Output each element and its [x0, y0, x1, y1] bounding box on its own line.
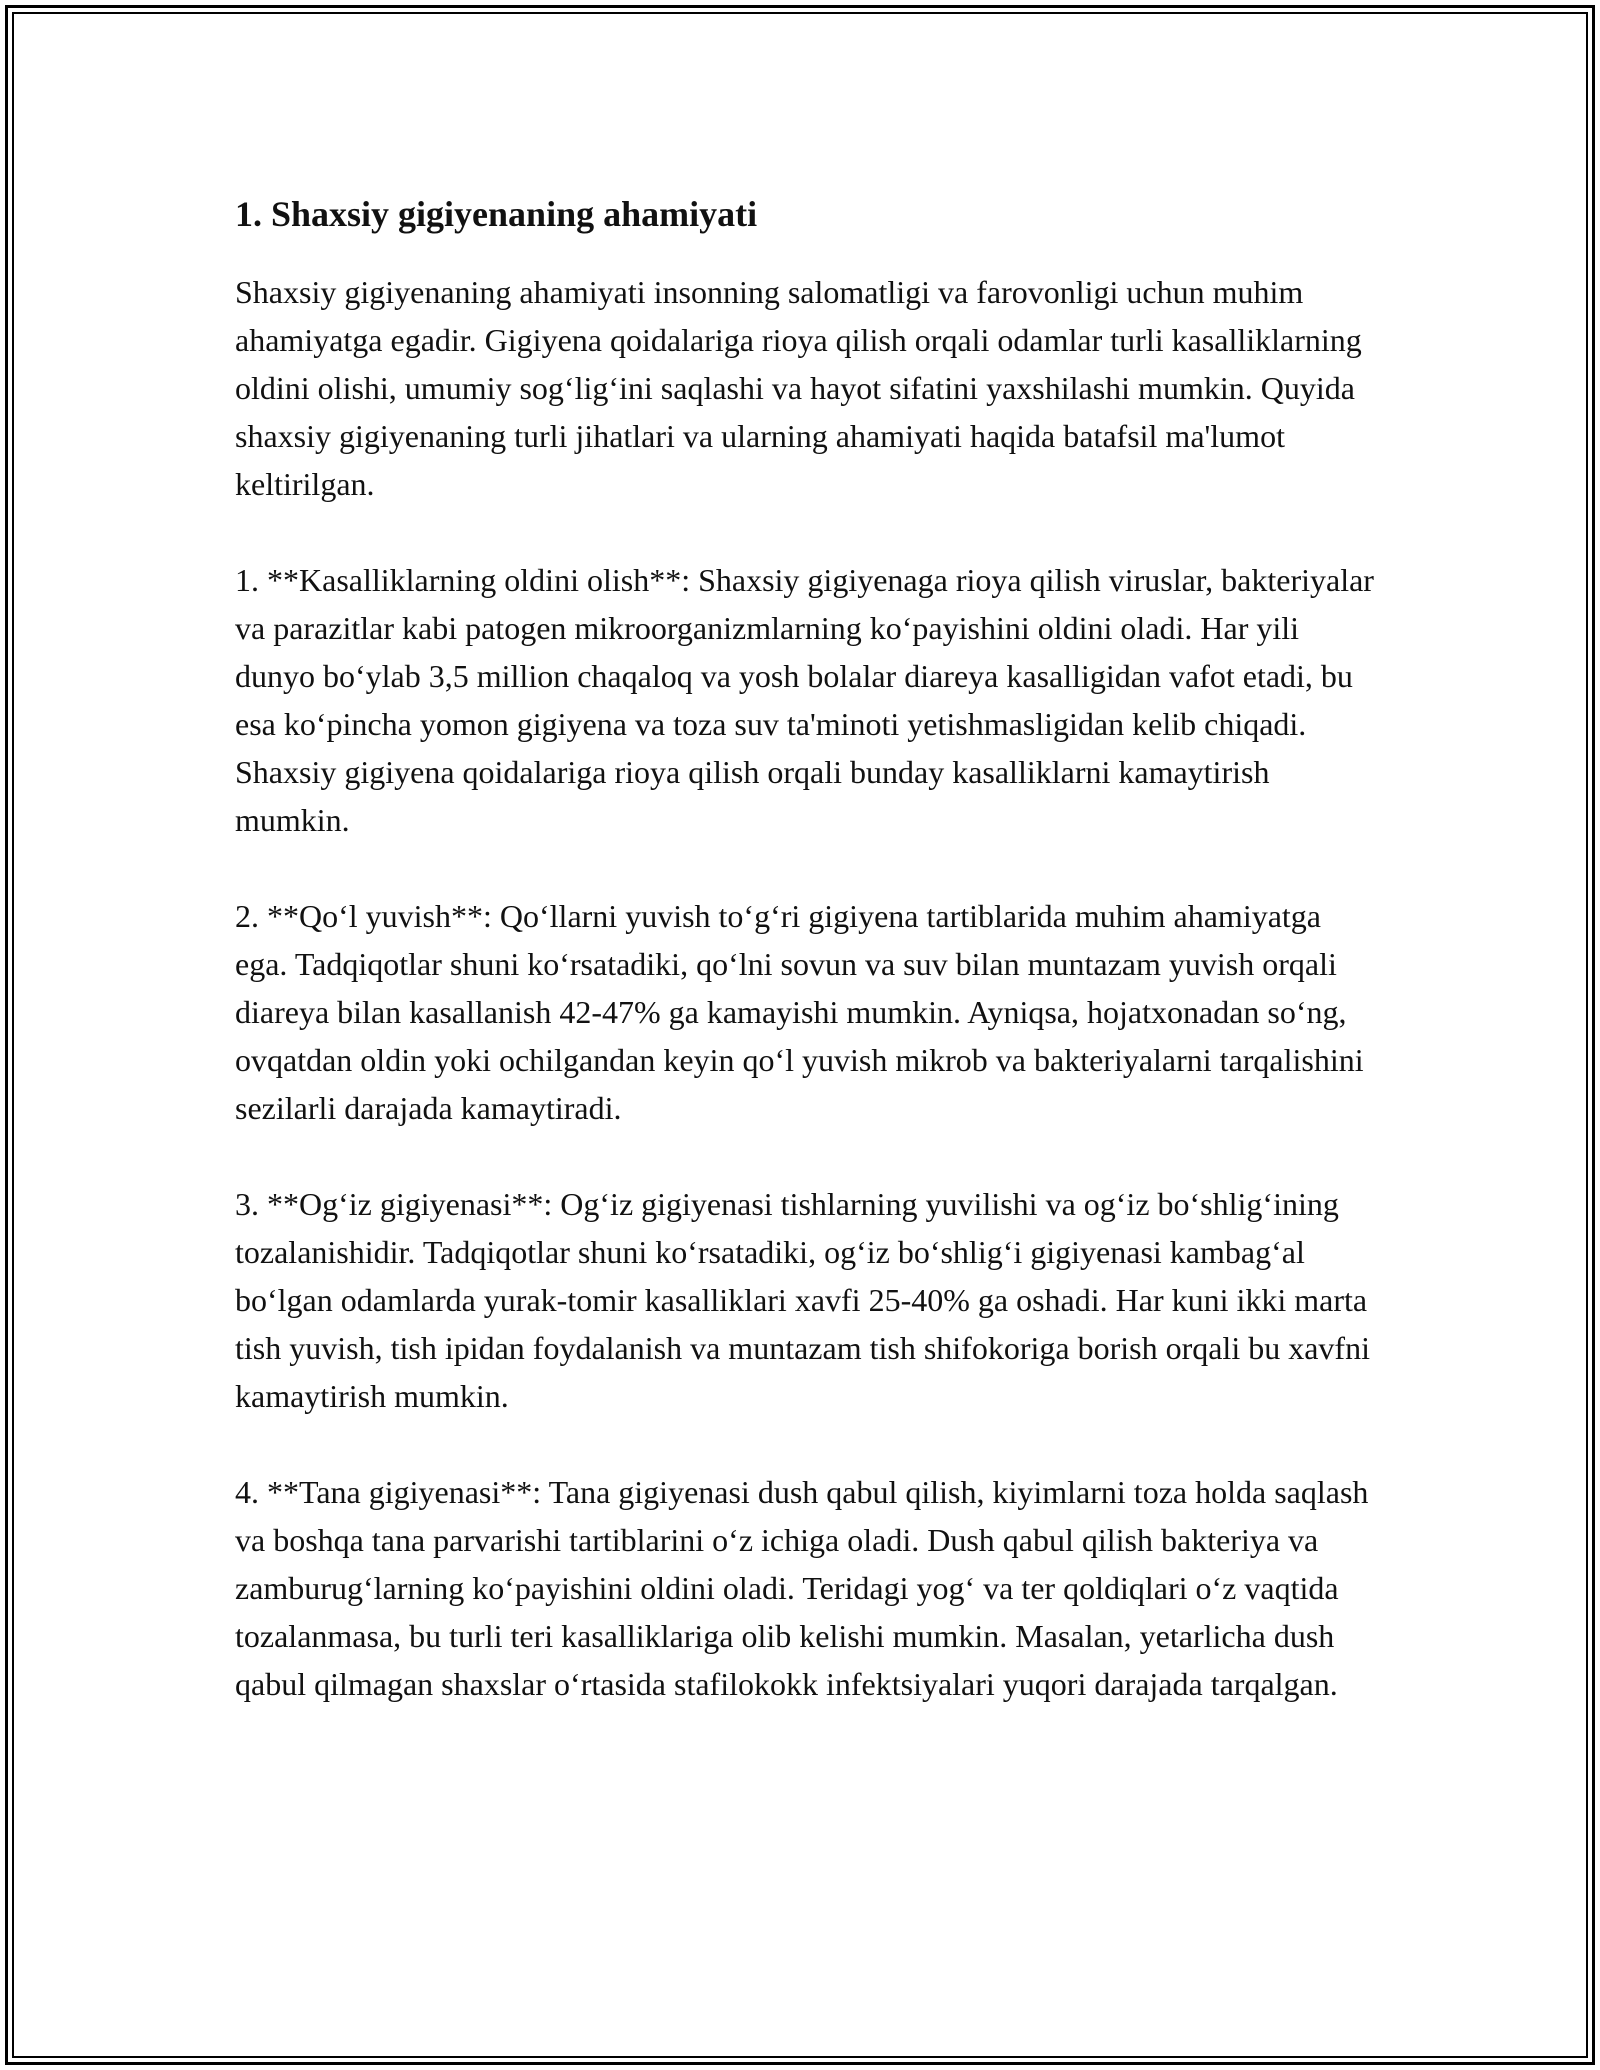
intro-paragraph: Shaxsiy gigiyenaning ahamiyati insonning salomatligi va farovonligi uchun muhim ahamiyatga egadir. Gigiyena qoidalariga rioya qilish orqali odamlar turli kasalliklarning oldini olishi, umumiy sog‘lig‘ini saqlashi va hayot sifatini yaxshilashi mumkin. Quyida shaxsiy gigiyenaning turli jihatlari va ularning ahamiyati haqida batafsil ma'lumot keltirilgan. [235, 274, 1362, 502]
section-heading: 1. Shaxsiy gigiyenaning ahamiyati [235, 194, 758, 234]
document-body [235, 188, 1375, 1756]
paragraph-disease-prevention: 1. **Kasalliklarning oldini olish**: Shaxsiy gigiyenaga rioya qilish viruslar, bakteriyalar va parazitlar kabi patogen mikroorganizmlarning ko‘payishini oldini oladi. Har yili dunyo bo‘ylab 3,5 million chaqaloq va yosh bolalar diareya kasalligidan vafot etadi, bu esa ko‘pincha yomon gigiyena va toza suv ta'minoti yetishmasligidan kelib chiqadi. Shaxsiy gigiyena qoidalariga rioya qilish orqali bunday kasalliklarni kamaytirish mumkin. [235, 562, 1374, 838]
paragraph-body-hygiene: 4. **Tana gigiyenasi**: Tana gigiyenasi dush qabul qilish, kiyimlarni toza holda saqlash va boshqa tana parvarishi tartiblarini o‘z ichiga oladi. Dush qabul qilish bakteriya va zamburug‘larning ko‘payishini oldini oladi. Teridagi yog‘ va ter qoldiqlari o‘z vaqtida tozalanmasa, bu turli teri kasalliklariga olib kelishi mumkin. Masalan, yetarlicha dush qabul qilmagan shaxslar o‘rtasida stafilokokk infektsiyalari yuqori darajada tarqalgan. [235, 1474, 1369, 1702]
paragraph-hand-washing: 2. **Qo‘l yuvish**: Qo‘llarni yuvish to‘g‘ri gigiyena tartiblarida muhim ahamiyatga ega. Tadqiqotlar shuni ko‘rsatadiki, qo‘lni sovun va suv bilan muntazam yuvish orqali diareya bilan kasallanish 42-47% ga kamayishi mumkin. Ayniqsa, hojatxonadan so‘ng, ovqatdan oldin yoki ochilgandan keyin qo‘l yuvish mikrob va bakteriyalarni tarqalishini sezilarli darajada kamaytiradi. [235, 898, 1364, 1126]
paragraph-oral-hygiene: 3. **Og‘iz gigiyenasi**: Og‘iz gigiyenasi tishlarning yuvilishi va og‘iz bo‘shlig‘ining tozalanishidir. Tadqiqotlar shuni ko‘rsatadiki, og‘iz bo‘shlig‘i gigiyenasi kambag‘al bo‘lgan odamlarda yurak-tomir kasalliklari xavfi 25-40% ga oshadi. Har kuni ikki marta tish yuvish, tish ipidan foydalanish va muntazam tish shifokoriga borish orqali bu xavfni kamaytirish mumkin. [235, 1186, 1370, 1414]
